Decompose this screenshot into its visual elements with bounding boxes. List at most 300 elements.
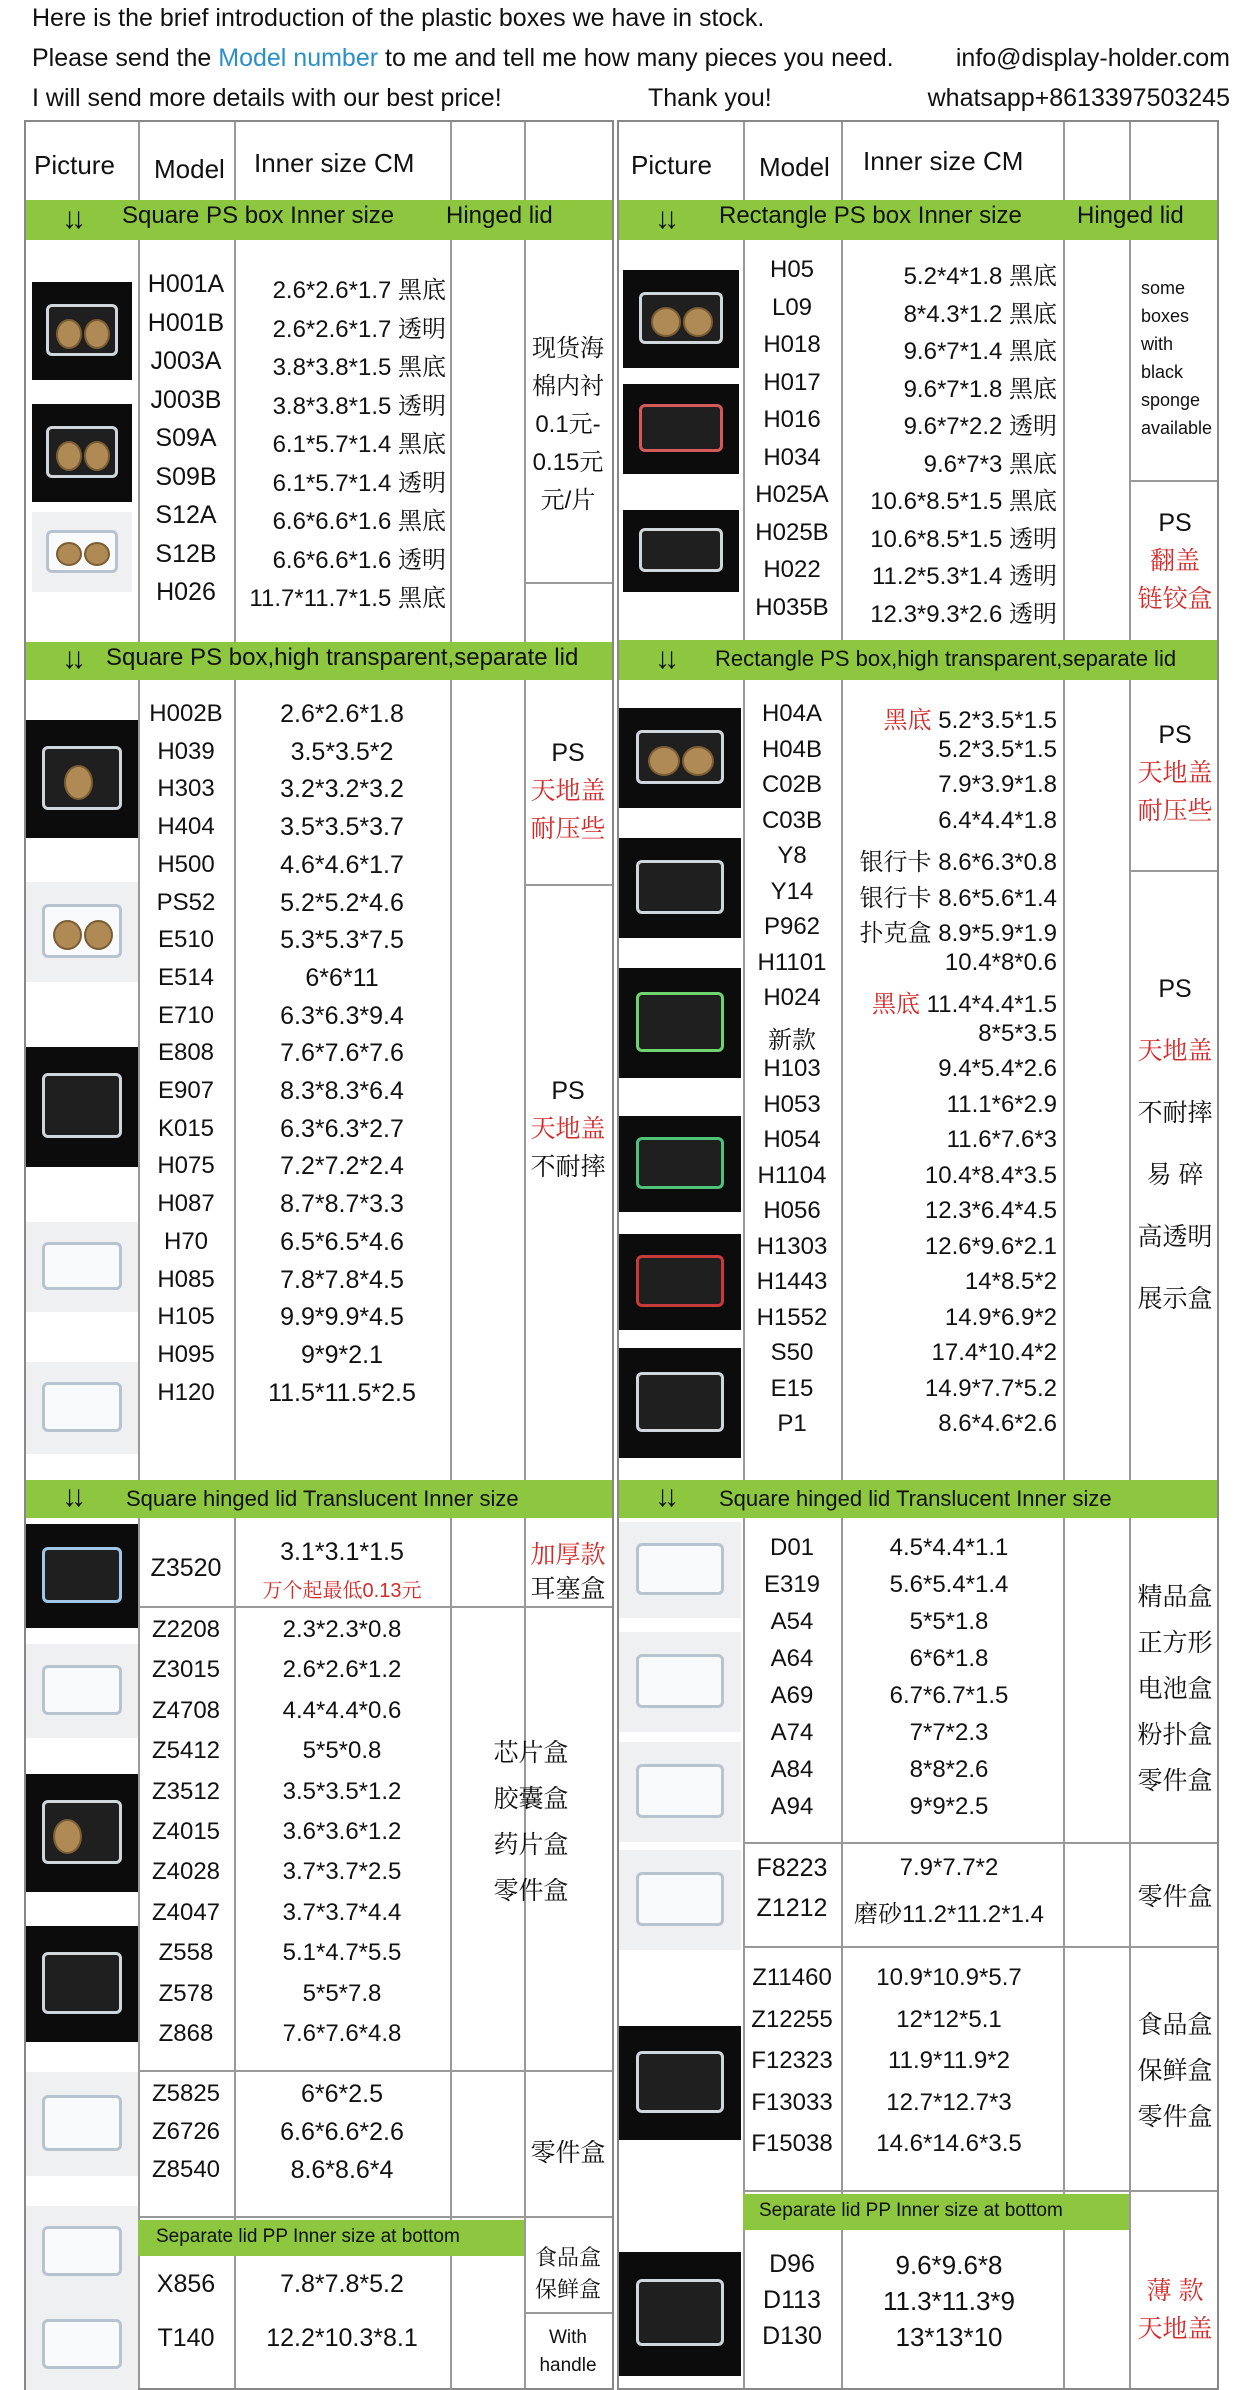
model-cell [743,2322,841,2351]
model-cell [743,1534,841,1562]
size-cell-text: 11.7*11.7*1.5 黑底 [249,585,446,612]
model-cell-text: H034 [763,443,821,471]
size-cell-text: 17.4*10.4*2 [931,1339,1057,1366]
note-line: 药片盒 [493,1831,569,1859]
size-cell-text: 14*8.5*2 [964,1268,1057,1295]
size-cell-text: 6.1*5.7*1.4 黑底 [272,431,446,458]
size-cell-text: 5.2*3.5*1.5 [938,707,1057,734]
note-line: 正方形 [1137,1629,1213,1657]
size-cell [234,540,446,575]
model-cell-text: H1104 [757,1161,827,1189]
size-cell [841,1719,1057,1747]
product-photo [26,2206,138,2298]
model-cell [743,913,841,941]
intro-header [0,0,1242,118]
size-cell [841,984,1057,1019]
product-photo [32,512,132,592]
size-cell [841,1410,1057,1438]
section-title: Square hinged lid Translucent Inner size [719,1486,1112,1511]
model-cell-text: P1 [777,1410,807,1437]
size-cell-text: 3.5*3.5*3.7 [280,813,404,842]
model-cell-text: H085 [157,1265,215,1293]
size-cell-text: 6*6*1.8 [909,1645,989,1672]
size-cell [234,347,446,382]
model-cell [743,1197,841,1225]
model-cell-text: H022 [763,556,821,583]
size-cell-text: 4.6*4.6*1.7 [280,850,404,879]
model-cell [138,1980,234,2008]
note-line: PS [1158,975,1192,1003]
size-tag: 黑底 [871,991,920,1018]
row-divider [138,1606,612,1608]
size-cell [234,1778,450,1806]
model-cell-text: Y8 [777,842,807,869]
size-cell [841,1162,1057,1190]
model-cell [138,347,234,376]
model-cell-text: A94 [770,1793,814,1820]
size-cell-text: 12.6*9.6*2.1 [924,1232,1057,1260]
model-cell [743,1608,841,1636]
size-cell [841,1894,1057,1929]
size-cell-text: 8.6*6.3*0.8 [938,849,1057,876]
model-cell [138,1228,234,1256]
pp-band: Separate lid PP Inner size at bottom [743,2194,1129,2230]
size-cell-text: 3.2*3.2*3.2 [280,775,404,804]
size-cell-text: 8.7*8.7*3.3 [280,1190,404,1219]
model-cell [743,2286,841,2315]
product-photo [619,1348,741,1458]
size-cell [234,1899,450,1927]
model-cell-text: Z8540 [151,2156,221,2183]
right-table [617,120,1219,2390]
model-cell [138,1656,234,1684]
size-cell [841,256,1057,291]
row-divider [743,1946,1217,1948]
model-cell [743,2089,841,2117]
size-cell [234,700,450,729]
model-cell [138,270,234,299]
size-cell [234,2156,450,2185]
model-cell [138,2118,234,2146]
size-cell [841,444,1057,479]
size-cell-text: 7.8*7.8*5.2 [280,2270,404,2298]
intro-line-1: Here is the brief introduction of the plastic boxes we have in stock. [32,4,765,32]
size-cell-text: 6.5*6.5*4.6 [280,1227,404,1256]
model-cell [138,700,234,728]
note-line: with [1141,334,1174,354]
col-divider [1063,122,1065,2388]
model-cell [138,1115,234,1143]
model-cell [138,309,234,338]
header-model: Model [154,154,225,184]
model-cell-text: H303 [157,775,215,803]
model-cell [743,444,841,472]
note-line: 天地盖 [1137,2315,1213,2343]
size-cell [841,2250,1057,2281]
model-cell-text: Z3015 [151,1656,221,1684]
product-photo [32,282,132,380]
section-band-square-separate [26,642,612,680]
model-cell [138,2156,234,2184]
size-cell [234,1858,450,1886]
model-cell [743,369,841,397]
note-line: 天地盖 [530,777,606,805]
model-number-link[interactable]: Model number [218,44,379,72]
note-line: 零件盒 [493,1877,569,1905]
size-cell [234,1616,450,1644]
model-z3520: Z3520 [150,1554,222,1582]
model-cell-text: H120 [157,1378,215,1406]
model-cell [743,406,841,434]
size-cell-text: 11.1*6*2.9 [946,1090,1057,1118]
note-line: 天地盖 [1137,759,1213,787]
model-cell-text: H001A [147,270,225,298]
size-cell-text: 9.6*7*2.2 透明 [903,413,1057,440]
model-cell-text: T140 [157,2324,215,2352]
note-sponge [1129,274,1221,442]
size-cell [841,1197,1057,1225]
note-line: sponge [1141,390,1201,410]
model-cell [743,771,841,799]
size-cell [841,2130,1057,2158]
model-cell-text: H026 [156,578,216,606]
header-picture: Picture [631,150,712,180]
size-cell [234,926,450,955]
model-cell-text: K015 [157,1114,215,1142]
row-divider [138,2216,612,2218]
size-cell [841,1756,1057,1784]
model-cell [743,807,841,835]
model-cell-text: H056 [763,1197,821,1224]
row-divider [524,582,612,584]
note-line: PS [1158,509,1192,537]
model-cell-text: H04B [761,735,823,763]
size-tag: 银行卡 [859,849,932,876]
model-cell [743,1304,841,1332]
size-cell [841,1055,1057,1083]
model-cell [743,2047,841,2075]
size-cell [841,913,1057,948]
note-line: 薄 款 [1146,2277,1204,2305]
size-cell-text: 14.6*14.6*3.5 [876,2130,1022,2157]
size-cell [234,1228,450,1257]
size-cell [841,1854,1057,1882]
note-food-box [1129,2002,1221,2140]
model-cell-text: S12A [155,501,217,529]
model-cell [743,949,841,977]
model-cell-text: Z1212 [756,1894,828,1922]
model-cell-text: Z4015 [151,1818,221,1845]
size-cell [841,1608,1057,1636]
model-cell [743,2130,841,2158]
product-photo [26,1524,138,1628]
size-cell-text: 5.2*5.2*4.6 [280,888,404,917]
note-ps-pressure [524,734,612,848]
size-cell [841,331,1057,366]
left-table [24,120,614,2390]
note-line: 电池盒 [1137,1675,1213,1703]
size-cell [234,424,446,459]
size-cell [234,501,446,536]
size-cell [234,1379,450,1408]
product-photo [26,2072,138,2176]
size-cell-text: 7.9*7.7*2 [899,1854,999,1881]
size-cell-text: 5.1*4.7*5.5 [282,1939,402,1967]
model-cell [743,1645,841,1673]
model-cell-text: H103 [763,1055,821,1082]
model-cell-text: Y14 [770,877,814,905]
model-cell [743,594,841,622]
size-cell-text: 5*5*1.8 [909,1608,989,1635]
model-cell-text: 新款 [768,1026,816,1054]
note-line: 易 碎 [1146,1161,1204,1189]
intro-line-2a: Please send the [32,44,219,72]
model-cell-text: H70 [163,1227,209,1255]
size-cell [841,842,1057,877]
model-cell [138,463,234,492]
size-cell [841,1091,1057,1119]
note-line: 耐压些 [1137,797,1213,825]
model-cell-text: H018 [763,331,821,358]
model-cell-text: E319 [763,1571,821,1598]
model-cell [138,1077,234,1105]
model-cell-text: H1443 [756,1268,828,1295]
size-cell [841,2006,1057,2034]
note-line: 精品盒 [1137,1583,1213,1611]
note-line: 展示盒 [1137,1285,1213,1313]
double-down-arrow-icon: ↓↓ [655,202,673,235]
size-cell-text: 11.2*5.3*1.4 透明 [871,563,1057,590]
row-divider [1129,480,1217,482]
note-line: PS [551,739,585,767]
double-down-arrow-icon: ↓↓ [655,1480,673,1513]
size-cell-text: 2.6*2.6*1.8 [280,700,404,728]
email-address[interactable]: info@display-holder.com [955,44,1230,72]
model-cell [743,481,841,509]
model-cell-text: D130 [762,2322,822,2350]
size-cell [234,1341,450,1370]
product-photo [26,2298,138,2390]
size-cell-text: 8*8*2.6 [909,1756,989,1783]
model-cell-text: A84 [770,1756,814,1783]
size-cell [841,1233,1057,1261]
size-cell [841,1020,1057,1048]
size-cell [841,1682,1057,1710]
product-photo [619,1234,741,1330]
model-cell-text: F8223 [756,1854,828,1882]
model-cell-text: H05 [769,256,815,283]
size-cell [841,736,1057,764]
note-line: 翻盖 [1149,547,1200,575]
model-cell-text: S09A [155,424,217,452]
size-tag: 黑底 [883,707,932,734]
size-cell [234,578,446,613]
model-cell [138,964,234,992]
model-cell [743,1339,841,1367]
model-cell-text: PS52 [156,888,216,916]
note-line: 不耐摔 [1137,1099,1213,1127]
size-cell-text: 11.9*11.9*2 [888,2047,1010,2074]
size-cell-text: 9.9*9.9*4.5 [280,1303,404,1332]
size-cell-text: 6.6*6.6*1.6 黑底 [272,508,446,535]
size-cell-text: 3.7*3.7*2.5 [282,1858,402,1886]
model-cell-text: D96 [769,2250,815,2278]
size-cell [234,964,450,993]
model-cell-text: C02B [761,771,823,798]
size-cell [841,700,1057,735]
model-cell [138,2324,234,2353]
size-cell [234,1656,450,1684]
section-band-rect-separate [619,640,1217,680]
size-cell-text: 6.3*6.3*2.7 [280,1114,404,1143]
size-cell-text: 6.1*5.7*1.4 透明 [272,469,446,497]
thanks-text: Thank you! [648,84,772,112]
size-cell [234,309,446,344]
product-photo [619,1116,741,1212]
size-cell [841,878,1057,913]
size-z3520: 3.1*3.1*1.5 [280,1538,404,1566]
note-line: 元/片 [540,487,596,514]
section-band-square-hinged [26,200,612,240]
model-cell-text: H404 [157,813,215,841]
row-divider [743,1842,1217,1844]
section-band-square-translucent [26,1480,612,1518]
size-cell [841,519,1057,554]
model-cell-text: H017 [763,368,821,396]
model-cell [138,1303,234,1331]
size-cell-text: 4.5*4.4*1.1 [889,1534,1009,1561]
note-line: handle [539,2355,597,2376]
note-line: 粉扑盒 [1137,1721,1213,1749]
section-title: Square PS box Inner size [122,202,395,229]
model-cell [743,1571,841,1599]
size-cell-text: 2.3*2.3*0.8 [282,1616,402,1643]
size-cell [234,1039,450,1068]
model-cell [138,851,234,879]
size-cell [234,1077,450,1106]
double-down-arrow-icon: ↓↓ [62,1480,80,1513]
model-cell-text: S09B [155,462,217,491]
size-cell-text: 12.7*12.7*3 [886,2088,1012,2116]
model-cell-text: A64 [770,1645,814,1672]
product-photo [32,404,132,502]
model-cell-text: A54 [770,1608,814,1635]
model-cell-text: E510 [157,926,215,954]
note-food-box [524,2242,612,2306]
size-cell [234,1980,450,2008]
size-cell-text: 7.6*7.6*4.8 [282,2020,402,2047]
model-cell-text: H1303 [756,1232,828,1260]
model-cell-text: Z578 [158,1979,214,2007]
model-cell [138,1266,234,1294]
model-cell [743,556,841,584]
size-cell [841,406,1057,441]
size-cell-text: 7.6*7.6*7.6 [280,1039,404,1068]
size-cell [841,1375,1057,1403]
size-cell [234,1697,450,1725]
model-cell [743,331,841,359]
size-cell-text: 14.9*7.7*5.2 [924,1374,1057,1402]
size-cell [841,1645,1057,1673]
size-cell-text: 3.7*3.7*4.4 [282,1898,402,1926]
model-cell-text: S50 [770,1339,814,1366]
size-cell [841,2322,1057,2353]
size-cell-text: 8.6*5.6*1.4 [938,884,1057,912]
model-cell [743,1126,841,1154]
model-cell-text: Z5412 [151,1737,221,1765]
model-cell [138,424,234,453]
whatsapp-number[interactable]: whatsapp+8613397503245 [927,84,1230,112]
size-cell-text: 6.7*6.7*1.5 [889,1682,1009,1709]
size-cell-text: 6*6*2.5 [300,2080,384,2108]
intro-line-2b: to me and tell me how many pieces you need. [378,44,894,72]
section-subtitle: Hinged lid [446,202,553,229]
size-cell-text: 14.9*6.9*2 [944,1303,1057,1331]
size-cell-text: 10.9*10.9*5.7 [876,1964,1022,1991]
size-cell-text: 6.6*6.6*2.6 [280,2118,404,2146]
header-picture: Picture [34,150,115,180]
model-cell-text: H016 [763,406,821,433]
size-cell-text: 10.4*8.4*3.5 [924,1161,1057,1189]
size-cell-text: 9*9*2.1 [300,1340,384,1369]
model-cell [743,1055,841,1083]
section-title: Square hinged lid Translucent Inner size [126,1486,519,1511]
size-cell [841,1126,1057,1154]
model-cell [138,813,234,841]
note-line: PS [551,1077,585,1105]
model-cell [743,1964,841,1992]
size-cell-text: 8.6*8.6*4 [290,2156,394,2184]
size-cell-text: 3.5*3.5*2 [290,737,394,766]
model-cell-text: H035B [755,593,829,621]
size-cell-text: 11.6*7.6*3 [946,1126,1057,1153]
note-line: 链铰盒 [1137,585,1213,613]
note-line: 食品盒 [1137,2011,1213,2039]
size-tag: 银行卡 [859,884,932,912]
model-cell [743,1719,841,1747]
size-cell-text: 磨砂11.2*11.2*1.4 [854,1901,1044,1928]
size-cell-text: 9.6*7*3 黑底 [923,450,1057,478]
model-cell [138,1616,234,1644]
model-cell-text: H053 [763,1090,821,1118]
model-cell [138,775,234,803]
size-tag: 扑克盒 [859,920,932,947]
size-cell [841,556,1057,591]
model-cell-text: A74 [770,1719,814,1746]
size-cell-text: 5.6*5.4*1.4 [889,1571,1009,1598]
size-cell-text: 5.2*4*1.8 黑底 [903,263,1057,290]
size-cell-text: 6.3*6.3*9.4 [280,1001,404,1030]
note-boutique-box [1129,1574,1221,1804]
note-line: 零件盒 [1137,2103,1213,2131]
model-cell-text: F12323 [751,2047,833,2074]
size-cell-text: 11.3*11.3*9 [882,2286,1016,2316]
note-ps-fragile [1129,958,1221,1330]
model-cell-text: E514 [157,963,215,991]
model-cell-text: F13033 [751,2088,833,2116]
model-cell [743,1854,841,1883]
note-line: 食品盒 [534,2245,601,2270]
model-cell-text: H1552 [756,1303,828,1331]
size-cell-text: 8.6*4.6*2.6 [938,1410,1057,1437]
size-cell-text: 12.2*10.3*8.1 [266,2324,418,2352]
size-cell-text: 5*5*0.8 [302,1737,382,1765]
model-cell [138,1379,234,1407]
model-cell [138,1858,234,1886]
section-title: Rectangle PS box Inner size [719,202,1022,229]
note-ps-pressure [1129,716,1221,830]
product-photo [26,1222,138,1312]
